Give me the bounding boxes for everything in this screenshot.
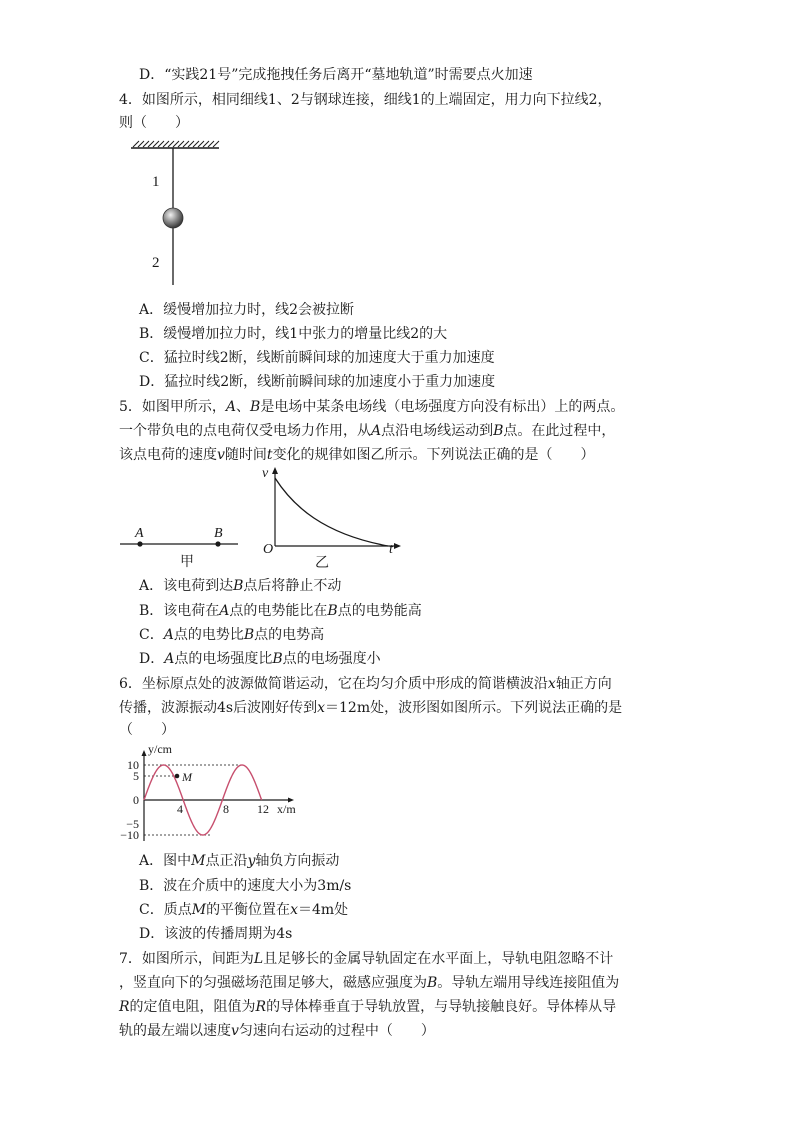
q6-stem-line3: （ ） xyxy=(119,722,175,738)
q6-option-b: B．波在介质中的速度大小为3m/s xyxy=(139,878,352,894)
q5-fig-yi: 乙 xyxy=(315,556,329,571)
q5-vt-graph xyxy=(258,466,403,574)
q5-graph-v-label: v xyxy=(262,466,269,481)
q6-option-d: D．该波的传播周期为4s xyxy=(139,926,293,942)
q6-xtick-12: 12 xyxy=(257,802,269,816)
q6-ytick-10: 10 xyxy=(127,758,139,772)
q4-stem-line1: 4．如图所示，相同细线1、2与钢球连接，细线1的上端固定，用力向下拉线2， xyxy=(119,92,612,108)
q4-option-a: A．缓慢增加拉力时，线2会被拉断 xyxy=(139,302,355,318)
q5-option-d: D．A点的电场强度比B点的电场强度小 xyxy=(139,651,381,667)
q6-graph-xlabel: x/m xyxy=(277,802,296,816)
q6-ytick-0: 0 xyxy=(133,793,139,807)
q6-wave-graph xyxy=(118,741,308,849)
q6-ytick-5: 5 xyxy=(133,769,139,783)
q3-option-d: D．“实践21号”完成拖拽任务后离开“墓地轨道”时需要点火加速 xyxy=(139,67,533,83)
q4-stem-line2: 则（ ） xyxy=(119,115,189,131)
q4-option-c: C．猛拉时线2断，线断前瞬间球的加速度大于重力加速度 xyxy=(139,350,495,366)
q5-point-a-label: A xyxy=(135,526,144,541)
q7-stem-line4: 轨的最左端以速度v匀速向右运动的过程中（ ） xyxy=(119,1023,435,1039)
q6-stem-line1: 6．坐标原点处的波源做简谐运动，它在均匀介质中形成的简谐横波沿x轴正方向 xyxy=(119,676,612,692)
q4-pendulum-figure xyxy=(125,140,225,290)
q6-ytick-minus5: −5 xyxy=(126,817,139,831)
q7-stem-line2: ，竖直向下的匀强磁场范围足够大，磁感应强度为B。导轨左端用导线连接阻值为 xyxy=(119,975,620,991)
q4-option-d: D．猛拉时线2断，线断前瞬间球的加速度小于重力加速度 xyxy=(139,374,496,390)
q5-option-b: B．该电荷在A点的电势能比在B点的电势能高 xyxy=(139,603,422,619)
q5-option-c: C．A点的电势比B点的电势高 xyxy=(139,627,325,643)
q6-xtick-4: 4 xyxy=(177,802,183,816)
q6-point-m-label: M xyxy=(182,770,192,784)
q5-stem-line3: 该点电荷的速度v随时间t变化的规律如图乙所示。下列说法正确的是（ ） xyxy=(119,447,595,463)
q5-graph-t-label: t xyxy=(389,542,393,557)
q6-ytick-minus10: −10 xyxy=(120,828,139,842)
q5-fig-jia: 甲 xyxy=(180,555,194,570)
q6-option-a: A．图中M点正沿y轴负方向振动 xyxy=(139,853,340,869)
q5-graph-origin: O xyxy=(263,542,274,557)
q4-line2-label: 2 xyxy=(152,255,160,271)
q5-point-b-label: B xyxy=(214,526,223,541)
q4-line1-label: 1 xyxy=(152,174,160,190)
q6-stem-line2: 传播，波源振动4s后波刚好传到x＝12m处，波形图如图所示。下列说法正确的是 xyxy=(119,700,623,716)
q7-stem-line3: R的定值电阻，阻值为R的导体棒垂直于导轨放置，与导轨接触良好。导体棒从导 xyxy=(119,999,617,1015)
q6-xtick-8: 8 xyxy=(223,802,229,816)
q5-stem-line2: 一个带负电的点电荷仅受电场力作用，从A点沿电场线运动到B点。在此过程中， xyxy=(119,423,616,439)
q5-stem-line1: 5．如图甲所示，A、B是电场中某条电场线（电场强度方向没有标出）上的两点。 xyxy=(119,399,625,415)
q6-graph-ylabel: y/cm xyxy=(148,742,172,756)
q4-option-b: B．缓慢增加拉力时，线1中张力的增量比线2的大 xyxy=(139,326,448,342)
q7-stem-line1: 7．如图所示，间距为L且足够长的金属导轨固定在水平面上，导轨电阻忽略不计 xyxy=(119,951,614,967)
q5-field-line-figure xyxy=(118,520,243,572)
q5-option-a: A．该电荷到达B点后将静止不动 xyxy=(139,578,342,594)
q6-option-c: C．质点M的平衡位置在x＝4m处 xyxy=(139,902,349,918)
